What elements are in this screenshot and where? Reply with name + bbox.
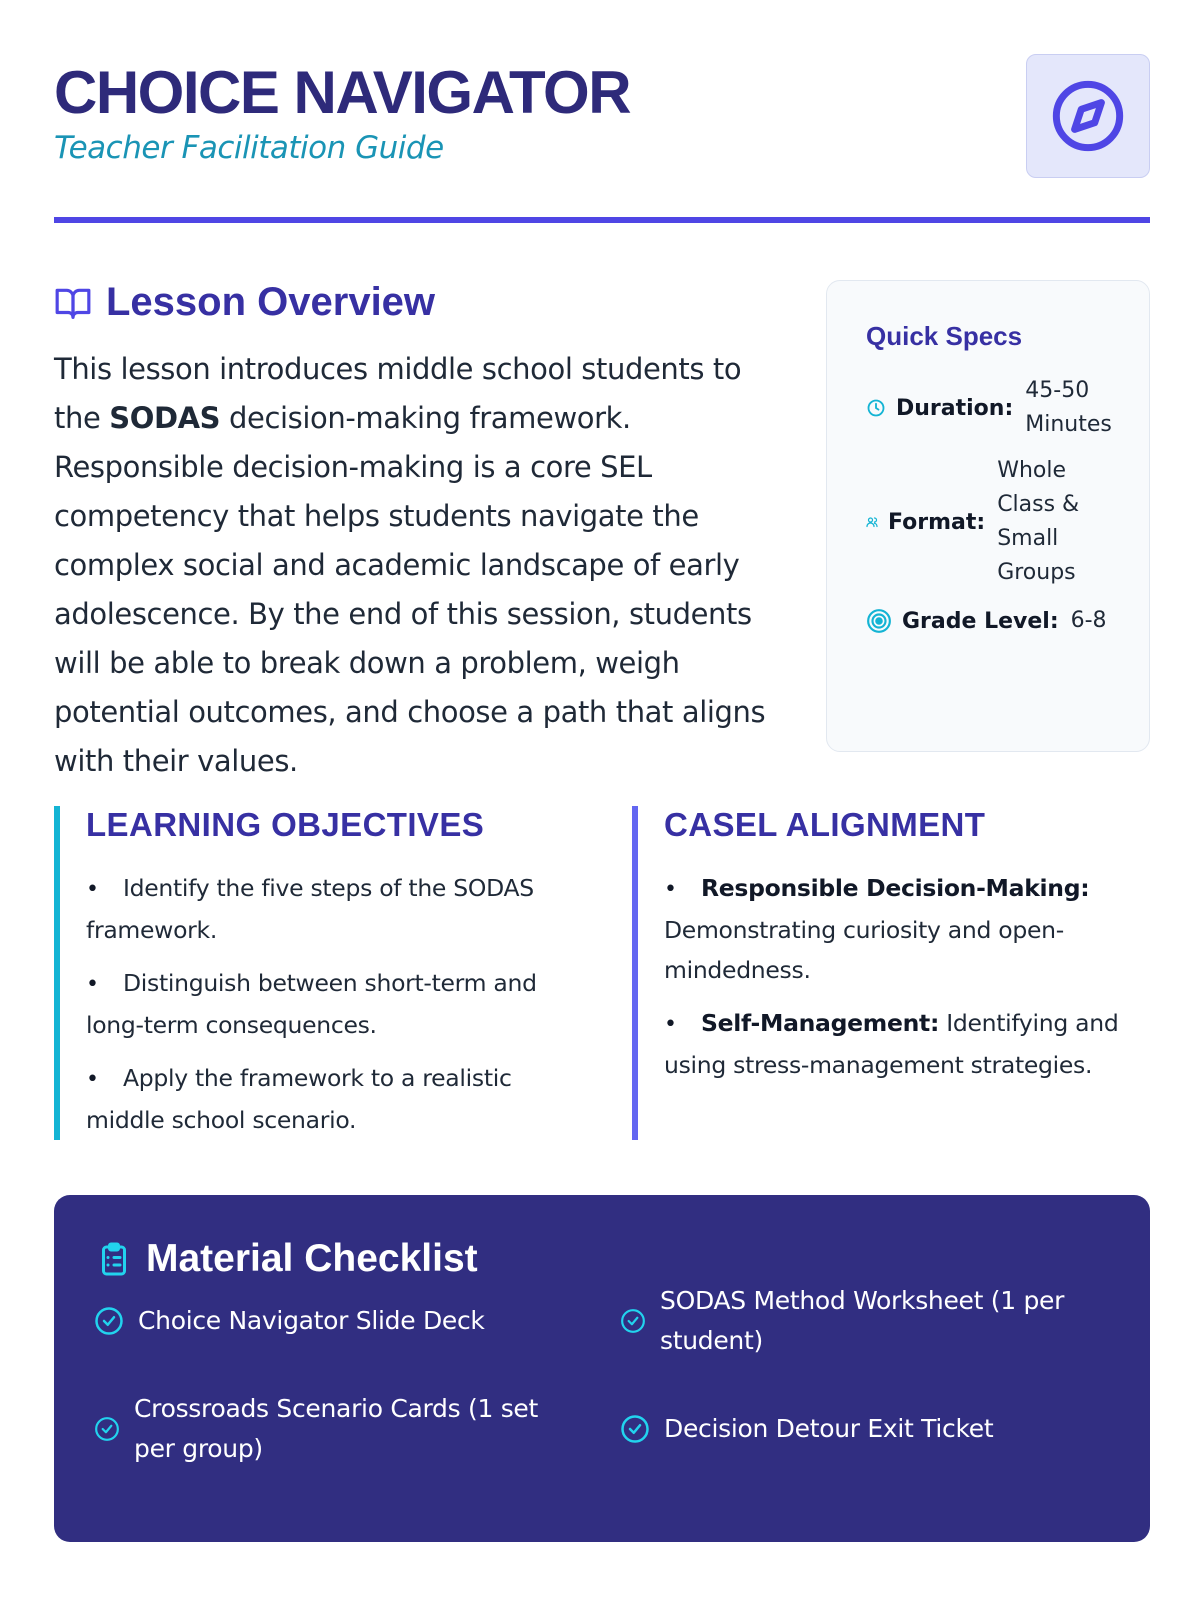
book-open-icon xyxy=(54,284,92,322)
casel-item-title: Responsible Decision-Making: xyxy=(701,874,1090,902)
spec-label: Duration: xyxy=(896,395,1014,421)
casel-item-title: Self-Management: xyxy=(701,1009,940,1037)
header-divider xyxy=(54,217,1150,223)
list-item: • Distinguish between short-term and long-term consequences. xyxy=(86,963,574,1045)
header xyxy=(54,58,1150,228)
specs-title: Quick Specs xyxy=(866,321,1023,351)
material-checklist xyxy=(54,1195,1150,1542)
checklist-item-label: SODAS Method Worksheet (1 per student) xyxy=(660,1286,1065,1355)
overview-text-bold: SODAS xyxy=(109,401,221,435)
learning-objectives xyxy=(54,806,574,1140)
checklist-item xyxy=(94,1301,574,1341)
casel-item-text: Demonstrating curiosity and open-mindedness. xyxy=(664,916,1064,984)
page-title: CHOICE NAVIGATOR xyxy=(54,59,631,126)
users-icon xyxy=(866,516,878,528)
check-circle-icon xyxy=(94,1306,124,1336)
spec-value: Whole Class & Small Groups xyxy=(997,458,1080,585)
logo-badge xyxy=(1026,54,1150,178)
lesson-overview xyxy=(54,280,784,786)
list-item: • Identify the five steps of the SODAS framework. xyxy=(86,868,574,950)
spec-grade xyxy=(866,604,1149,638)
list-item xyxy=(664,868,1150,990)
list-item xyxy=(664,1003,1150,1085)
objectives-list xyxy=(86,868,574,1140)
quick-specs-card xyxy=(826,280,1150,752)
spec-label: Format: xyxy=(888,509,986,535)
check-circle-icon xyxy=(94,1416,120,1442)
list-item: • Apply the framework to a realistic middle school scenario. xyxy=(86,1058,574,1140)
casel-heading: CASEL ALIGNMENT xyxy=(664,806,986,843)
spec-value: 6-8 xyxy=(1070,608,1107,633)
checklist-item-label: Decision Detour Exit Ticket xyxy=(664,1414,994,1443)
checklist-item-label: Choice Navigator Slide Deck xyxy=(138,1306,485,1335)
spec-label: Grade Level: xyxy=(902,608,1059,634)
casel-item-text: Identifying and using stress-management strategies. xyxy=(664,1009,1119,1079)
overview-paragraph xyxy=(54,345,784,786)
materials-heading: Material Checklist xyxy=(146,1237,478,1280)
page-subtitle: Teacher Facilitation Guide xyxy=(54,130,444,166)
checklist-item-label: Crossroads Scenario Cards (1 set per group) xyxy=(134,1394,539,1463)
clock-icon xyxy=(866,398,886,418)
checklist-item xyxy=(620,1281,1090,1361)
casel-alignment xyxy=(632,806,1150,1140)
clipboard-list-icon xyxy=(96,1241,132,1277)
compass-icon xyxy=(1050,78,1126,154)
overview-text-end: decision-making framework. Responsible decision-making is a core SEL competency that helps students navigate the complex social and academic landscape of early adolescence. By the end of this session, students will be able to break down a problem, weigh potential outcomes, and choose a path that aligns with their values. xyxy=(54,401,766,778)
target-icon xyxy=(866,608,892,634)
check-circle-icon xyxy=(620,1308,646,1334)
overview-heading: Lesson Overview xyxy=(106,280,436,324)
check-circle-icon xyxy=(620,1414,650,1444)
casel-list xyxy=(664,868,1150,1085)
checklist-item xyxy=(94,1389,584,1469)
spec-format xyxy=(866,454,1149,590)
checklist-item xyxy=(620,1409,1100,1449)
spec-duration xyxy=(866,374,1149,442)
spec-value: 45-50 Minutes xyxy=(1025,378,1112,437)
objectives-heading: LEARNING OBJECTIVES xyxy=(86,806,485,843)
overview-text-start: This lesson introduces middle school students to the xyxy=(54,352,742,435)
